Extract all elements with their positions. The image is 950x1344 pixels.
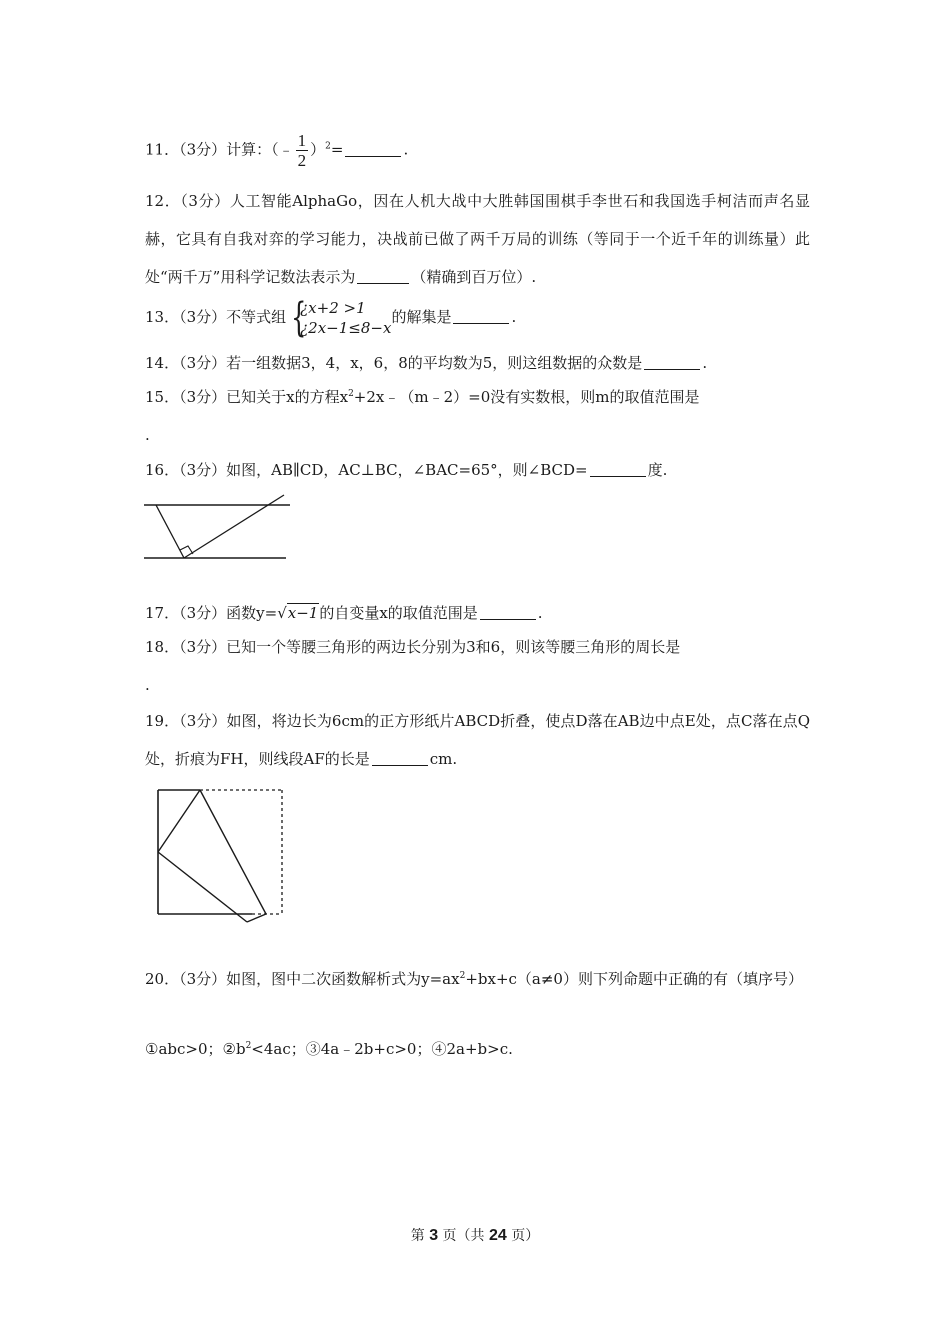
brace-icon: {	[291, 295, 307, 341]
q19-text: 19．（3分）如图，将边长为6cm的正方形纸片ABCD折叠，使点D落在AB边中点E处，点C落在点Q处，折痕为FH，则线段AF的长是	[145, 712, 810, 768]
answer-blank	[372, 749, 428, 766]
segment-qh	[247, 914, 266, 922]
question-12	[145, 182, 810, 296]
segment-ac	[156, 505, 184, 558]
inequality-line-2: ¿2x−1≤8−x	[300, 319, 392, 337]
q16-text: 16．（3分）如图，AB∥CD，AC⊥BC，∠BAC=65°，则∠BCD=	[145, 461, 588, 479]
q11-end: .	[403, 140, 409, 159]
footer-mid: 页（共	[442, 1228, 485, 1244]
question-20-options	[145, 1034, 810, 1065]
q20-exponent: 2	[459, 971, 466, 981]
q11-exponent: 2	[325, 141, 331, 152]
segment-eq	[158, 852, 247, 922]
square-root: √x−1	[277, 604, 319, 622]
fraction-one-half	[296, 132, 309, 169]
segment-ef	[158, 790, 200, 852]
figure-16-parallel-lines	[140, 485, 300, 577]
inequality-line-1: ¿x+2 >1	[300, 299, 366, 317]
figure-19-folded-square	[140, 775, 305, 945]
q16-end: 度.	[647, 461, 668, 479]
question-16	[145, 455, 810, 486]
question-20	[145, 960, 810, 998]
q15-text-b: +2x﹣（m﹣2）=0没有实数根，则m的取值范围是	[353, 388, 700, 406]
q19-unit: cm.	[429, 750, 458, 768]
q20-options-b: <4ac；③4a﹣2b+c>0；④2a+b>c.	[251, 1040, 513, 1058]
q15-text: 15．（3分）已知关于x的方程x	[145, 388, 349, 406]
question-11	[145, 132, 810, 169]
page-footer	[0, 1225, 950, 1245]
answer-blank	[345, 140, 401, 157]
q20-options-exponent: 2	[245, 1041, 252, 1051]
q11-equals: =	[330, 140, 344, 159]
q13-suffix: 的解集是	[391, 308, 452, 326]
q14-end: .	[702, 354, 708, 372]
answer-blank	[644, 353, 700, 370]
answer-blank	[357, 267, 409, 284]
footer-page-number: 3	[429, 1227, 439, 1244]
question-18-tail: .	[145, 676, 150, 694]
question-18: 18．（3分）已知一个等腰三角形的两边长分别为3和6，则该等腰三角形的周长是	[145, 638, 681, 656]
q17-prefix: 17．（3分）函数y=	[145, 604, 278, 622]
fraction-denominator: 2	[297, 151, 307, 170]
answer-blank	[480, 603, 536, 620]
question-15-tail: .	[145, 426, 150, 444]
q17-suffix: 的自变量x的取值范围是	[319, 604, 478, 622]
q14-text: 14．（3分）若一组数据3，4，x，6，8的平均数为5，则这组数据的众数是	[145, 354, 643, 372]
crease-fh	[200, 790, 266, 914]
footer-post: 页）	[511, 1228, 540, 1244]
question-19	[145, 702, 810, 778]
q15-exponent: 2	[348, 389, 354, 399]
question-13	[145, 292, 810, 342]
footer-total-pages: 24	[489, 1227, 507, 1244]
footer-pre: 第	[410, 1228, 425, 1244]
q13-prefix: 13．（3分）不等式组	[145, 308, 287, 326]
question-15	[145, 382, 810, 413]
q17-end: .	[537, 604, 543, 622]
question-14	[145, 348, 810, 379]
radicand: x−1	[287, 604, 319, 622]
q13-end: .	[511, 308, 517, 326]
answer-blank	[590, 460, 646, 477]
q20-text-b: +bx+c（a≠0）则下列命题中正确的有（填序号）	[465, 970, 803, 988]
fraction-numerator: 1	[297, 131, 307, 150]
q11-prefix: 11．（3分）计算：（﹣	[145, 140, 294, 159]
question-17	[145, 598, 810, 629]
q20-text: 20．（3分）如图，图中二次函数解析式为y=ax	[145, 970, 460, 988]
inequality-system	[286, 295, 392, 341]
q12-tail: （精确到百万位）.	[411, 268, 537, 286]
q11-close-paren: ）	[310, 140, 326, 159]
q12-text: 12．（3分）人工智能AlphaGo，因在人机大战中大胜韩国围棋手李世石和我国选手柯洁而声名显赫，它具有自我对弈的学习能力，决战前已做了两千万局的训练（等同于一个近千年的训练量）此处“两千万”用科学记数法表示为	[145, 192, 810, 286]
q20-options-a: ①abc>0；②b	[145, 1040, 246, 1058]
answer-blank	[453, 307, 509, 324]
